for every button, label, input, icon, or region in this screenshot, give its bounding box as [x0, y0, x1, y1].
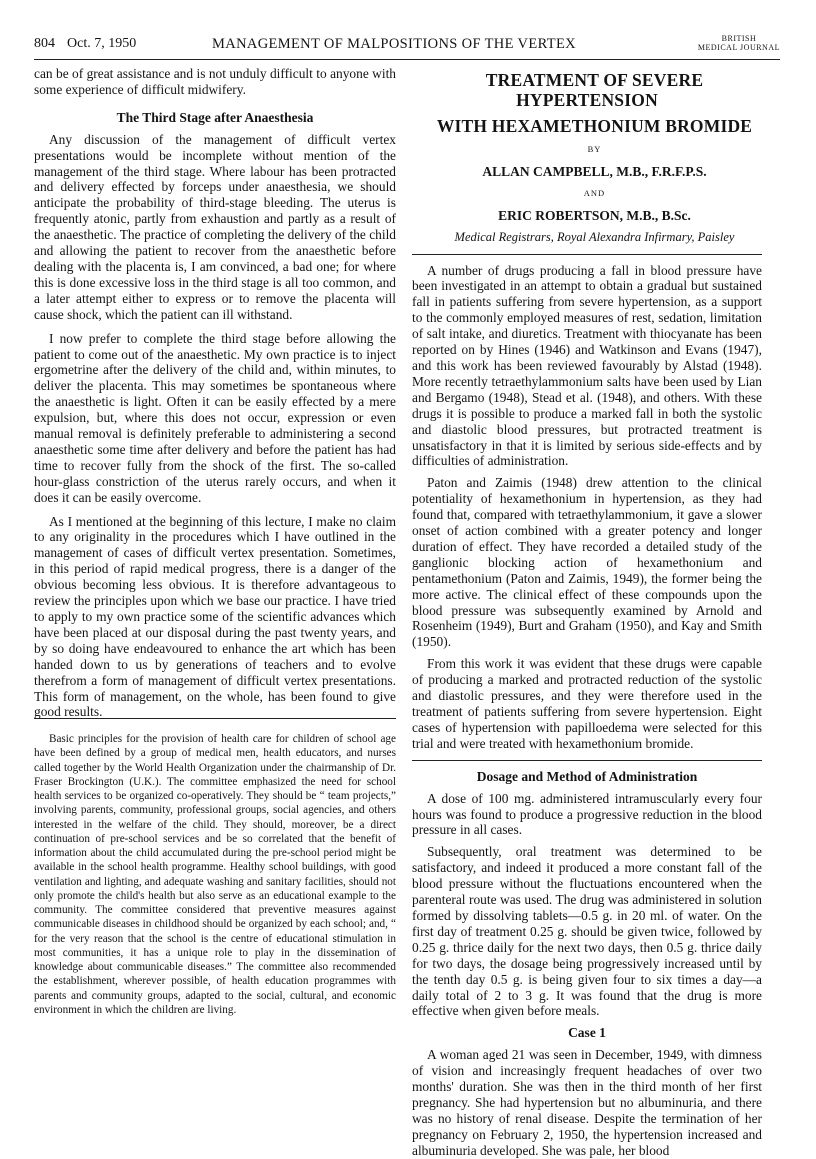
- who-school-health-note: [34, 732, 396, 1017]
- article-paragraph: Paton and Zaimis (1948) drew attention to the clinical potentiality of hexamethonium in hypertension, as they had found that, compared with tetraethylammonium, it gave a slower onset of action combined with a greater potency and longer duration of effect. They have recorded a detailed study of the ganglionic blocking action of hexamethonium and pentamethonium (Paton and Zaimis, 1949), the former being the more active. The clinical effect of these compounds upon the blood pressure was subsequently examined by Arnold and Rosenheim (1949), Burt and Graham (1950), and Kay and Smith (1950).: [412, 475, 762, 650]
- right-column: [412, 70, 762, 1159]
- issue-date: Oct. 7, 1950: [67, 36, 137, 51]
- journal-name-line-1: BRITISH: [721, 34, 757, 43]
- section-rule: [412, 760, 762, 761]
- note-paragraph: Basic principles for the provision of health care for children of school age have been defined by a group of medical men, health educators, and nurses called together by the World Health Organization under the chairmanship of Dr. Fraser Brockington (U.K.). The committee emphasized the need for school health services to be organized co-operatively. They should be “ team projects,” involving parents, community, professional groups, social agencies, and others interested in the welfare of the child. They should, moreover, be a direct continuation of pre-school services and be so correlated that the benefit of information about the child accumulated during the pre-school period might be available in the school health programme. Healthy school buildings, with good ventilation and lighting, and adequate washing and sanitary facilities, should not only promote the child's health but also serve as an educational example to the community. The committee considered that preventive measures against communicable diseases in childhood should be organized by each school; and, “ for the very reason that the school is the centre of educational stimulation in most communities, it has a unique role to play in the dissemination of knowledge about communicable diseases.” The committee also recommended the establishment, wherever possible, of health education programmes with parents and community groups, adapted to the social, cultural, and economic environment in which the children are living.: [34, 733, 396, 1016]
- article-title-line-1: TREATMENT OF SEVERE HYPERTENSION: [485, 70, 704, 110]
- article-paragraph: A woman aged 21 was seen in December, 1949, with dimness of vision and increasingly frequent headaches of over two months' duration. She was then in the third month of her first pregnancy. She had hypertension but no albuminuria, and there was no history of renal disease. Despite the termination of her pregnancy on February 2, 1950, the hypertension increased and albuminuria developed. She was pale, her blood: [412, 1047, 762, 1158]
- lecture-intro-text: can be of great assistance and is not unduly difficult to anyone with some experience of difficult midwifery.: [34, 66, 396, 97]
- left-column: [34, 66, 396, 720]
- byline-by: BY: [587, 144, 602, 154]
- byline-and: AND: [583, 187, 606, 198]
- article-paragraph: From this work it was evident that these drugs were capable of producing a marked and protracted reduction of the systolic and diastolic pressures, and they were therefore used in the treatment of patients suffering from severe hypertension. Eight cases of hypertension with papilloedema were selected for this trial and were treated with hexamethonium bromide.: [412, 656, 762, 751]
- title-block-rule: [412, 254, 762, 255]
- lecture-paragraph: Any discussion of the management of difficult vertex presentations would be incomplete without mention of the management of the third stage. Where labour has been protracted and delivery effected by forceps under anaesthesia, we should anticipate the probability of third-stage bleeding. The uterus is frequently atonic, partly from exhaustion and partly as a result of the anaesthetic. The practice of completing the delivery of the child and allowing the patient to recover from the anaesthetic before dealing with the placenta is, I am convinced, a bad one; for where this is done excessive loss in the third stage is all too common, and a later attempt either to express or to remove the placenta will cause shock, which the patient can ill withstand.: [34, 131, 396, 322]
- running-title: MANAGEMENT OF MALPOSITIONS OF THE VERTEX: [212, 36, 576, 52]
- lecture-paragraph: I now prefer to complete the third stage before allowing the patient to come out of the anaesthetic. My own practice is to inject ergometrine after the delivery of the child and, within minutes, to deliver the placenta. This may sometimes be spontaneous where the anaesthetic is light. Often it can be easily effected by a mere expulsion, but, where this does not occur, expression or even manual removal is definitely preferable to administering a second anaesthetic some time after delivery and before the patient has had time to recover fully from the shock of the first. The so-called hour-glass constriction of the uterus rarely occurs, and when it does it can be easily overcome.: [34, 330, 396, 505]
- article-paragraph: A dose of 100 mg. administered intramuscularly every four hours was found to produce a progressive reduction in the blood pressure in all cases.: [412, 790, 762, 838]
- note-divider-rule: [34, 718, 396, 719]
- header-rule: [34, 59, 780, 60]
- article-title-line-2: WITH HEXAMETHONIUM BROMIDE: [436, 116, 753, 136]
- lecture-paragraph: As I mentioned at the beginning of this lecture, I make no claim to any originality in the procedures which I have outlined in the management of cases of difficult vertex presentation. Sometimes, in this period of rapid medical progress, there is a danger of the obvious becoming less obvious. It is therefore advantageous to review the principles upon which we base our practice. I have tried to apply to my own practice some of the scientific advances which have been placed at our disposal during the past twenty years, and by so doing have endeavoured to enhance the art which has been handed down to us by generations of teachers and to evolve therefrom a form of management of difficult vertex presentations. This form of management, on the whole, has been found to give good results.: [34, 513, 396, 720]
- article-paragraph: A number of drugs producing a fall in blood pressure have been investigated in an attempt to obtain a gradual but sustained fall in patients suffering from severe hypertension, as a support to the commonly employed measures of rest, sedation, limitation of salt intake, and diuretics. Treatment with thiocyanate has been reported on by Hines (1946) and Watkinson and Evans (1947), and this work has been reviewed favourably by Alstad (1948). More recently tetraethylammonium salts have been used by Lian and Bergamo (1948), Stead et al. (1948), and others. With these drugs it is possible to produce a marked fall in both the systolic and diastolic blood pressures, but protracted treatment is unsatisfactory in that it is limited by serious side-effects and by difficulties of administration.: [412, 262, 762, 469]
- running-header: [34, 34, 780, 56]
- author-1: ALLAN CAMPBELL, M.B., F.R.F.P.S.: [482, 163, 707, 179]
- author-affiliation: Medical Registrars, Royal Alexandra Infirmary, Paisley: [454, 229, 735, 244]
- journal-name-line-2: MEDICAL JOURNAL: [697, 43, 780, 52]
- page-number: 804: [34, 36, 55, 51]
- section-heading-dosage: Dosage and Method of Administration: [476, 768, 698, 784]
- section-heading-third-stage: The Third Stage after Anaesthesia: [116, 109, 314, 125]
- section-heading-case-1: Case 1: [568, 1025, 606, 1041]
- article-paragraph: Subsequently, oral treatment was determined to be satisfactory, and indeed it produced a more constant fall of the blood pressure without the fluctuations encountered when the parenteral route was used. The drug was administered in solution formed by dissolving tablets—0.5 g. in 20 ml. of water. On the first day of treatment 0.25 g. should be given twice, followed by 0.25 g. thrice daily for the next two days, then 0.5 g. thrice daily for two days, the dosage being progressively increased until by the tenth day 0.5 g. is being given four to six times a day—a daily total of 2 to 3 g. It was found that the drug is more effective when given before meals.: [412, 844, 762, 1019]
- author-2: ERIC ROBERTSON, M.B., B.Sc.: [498, 207, 691, 223]
- journal-name: [698, 34, 780, 52]
